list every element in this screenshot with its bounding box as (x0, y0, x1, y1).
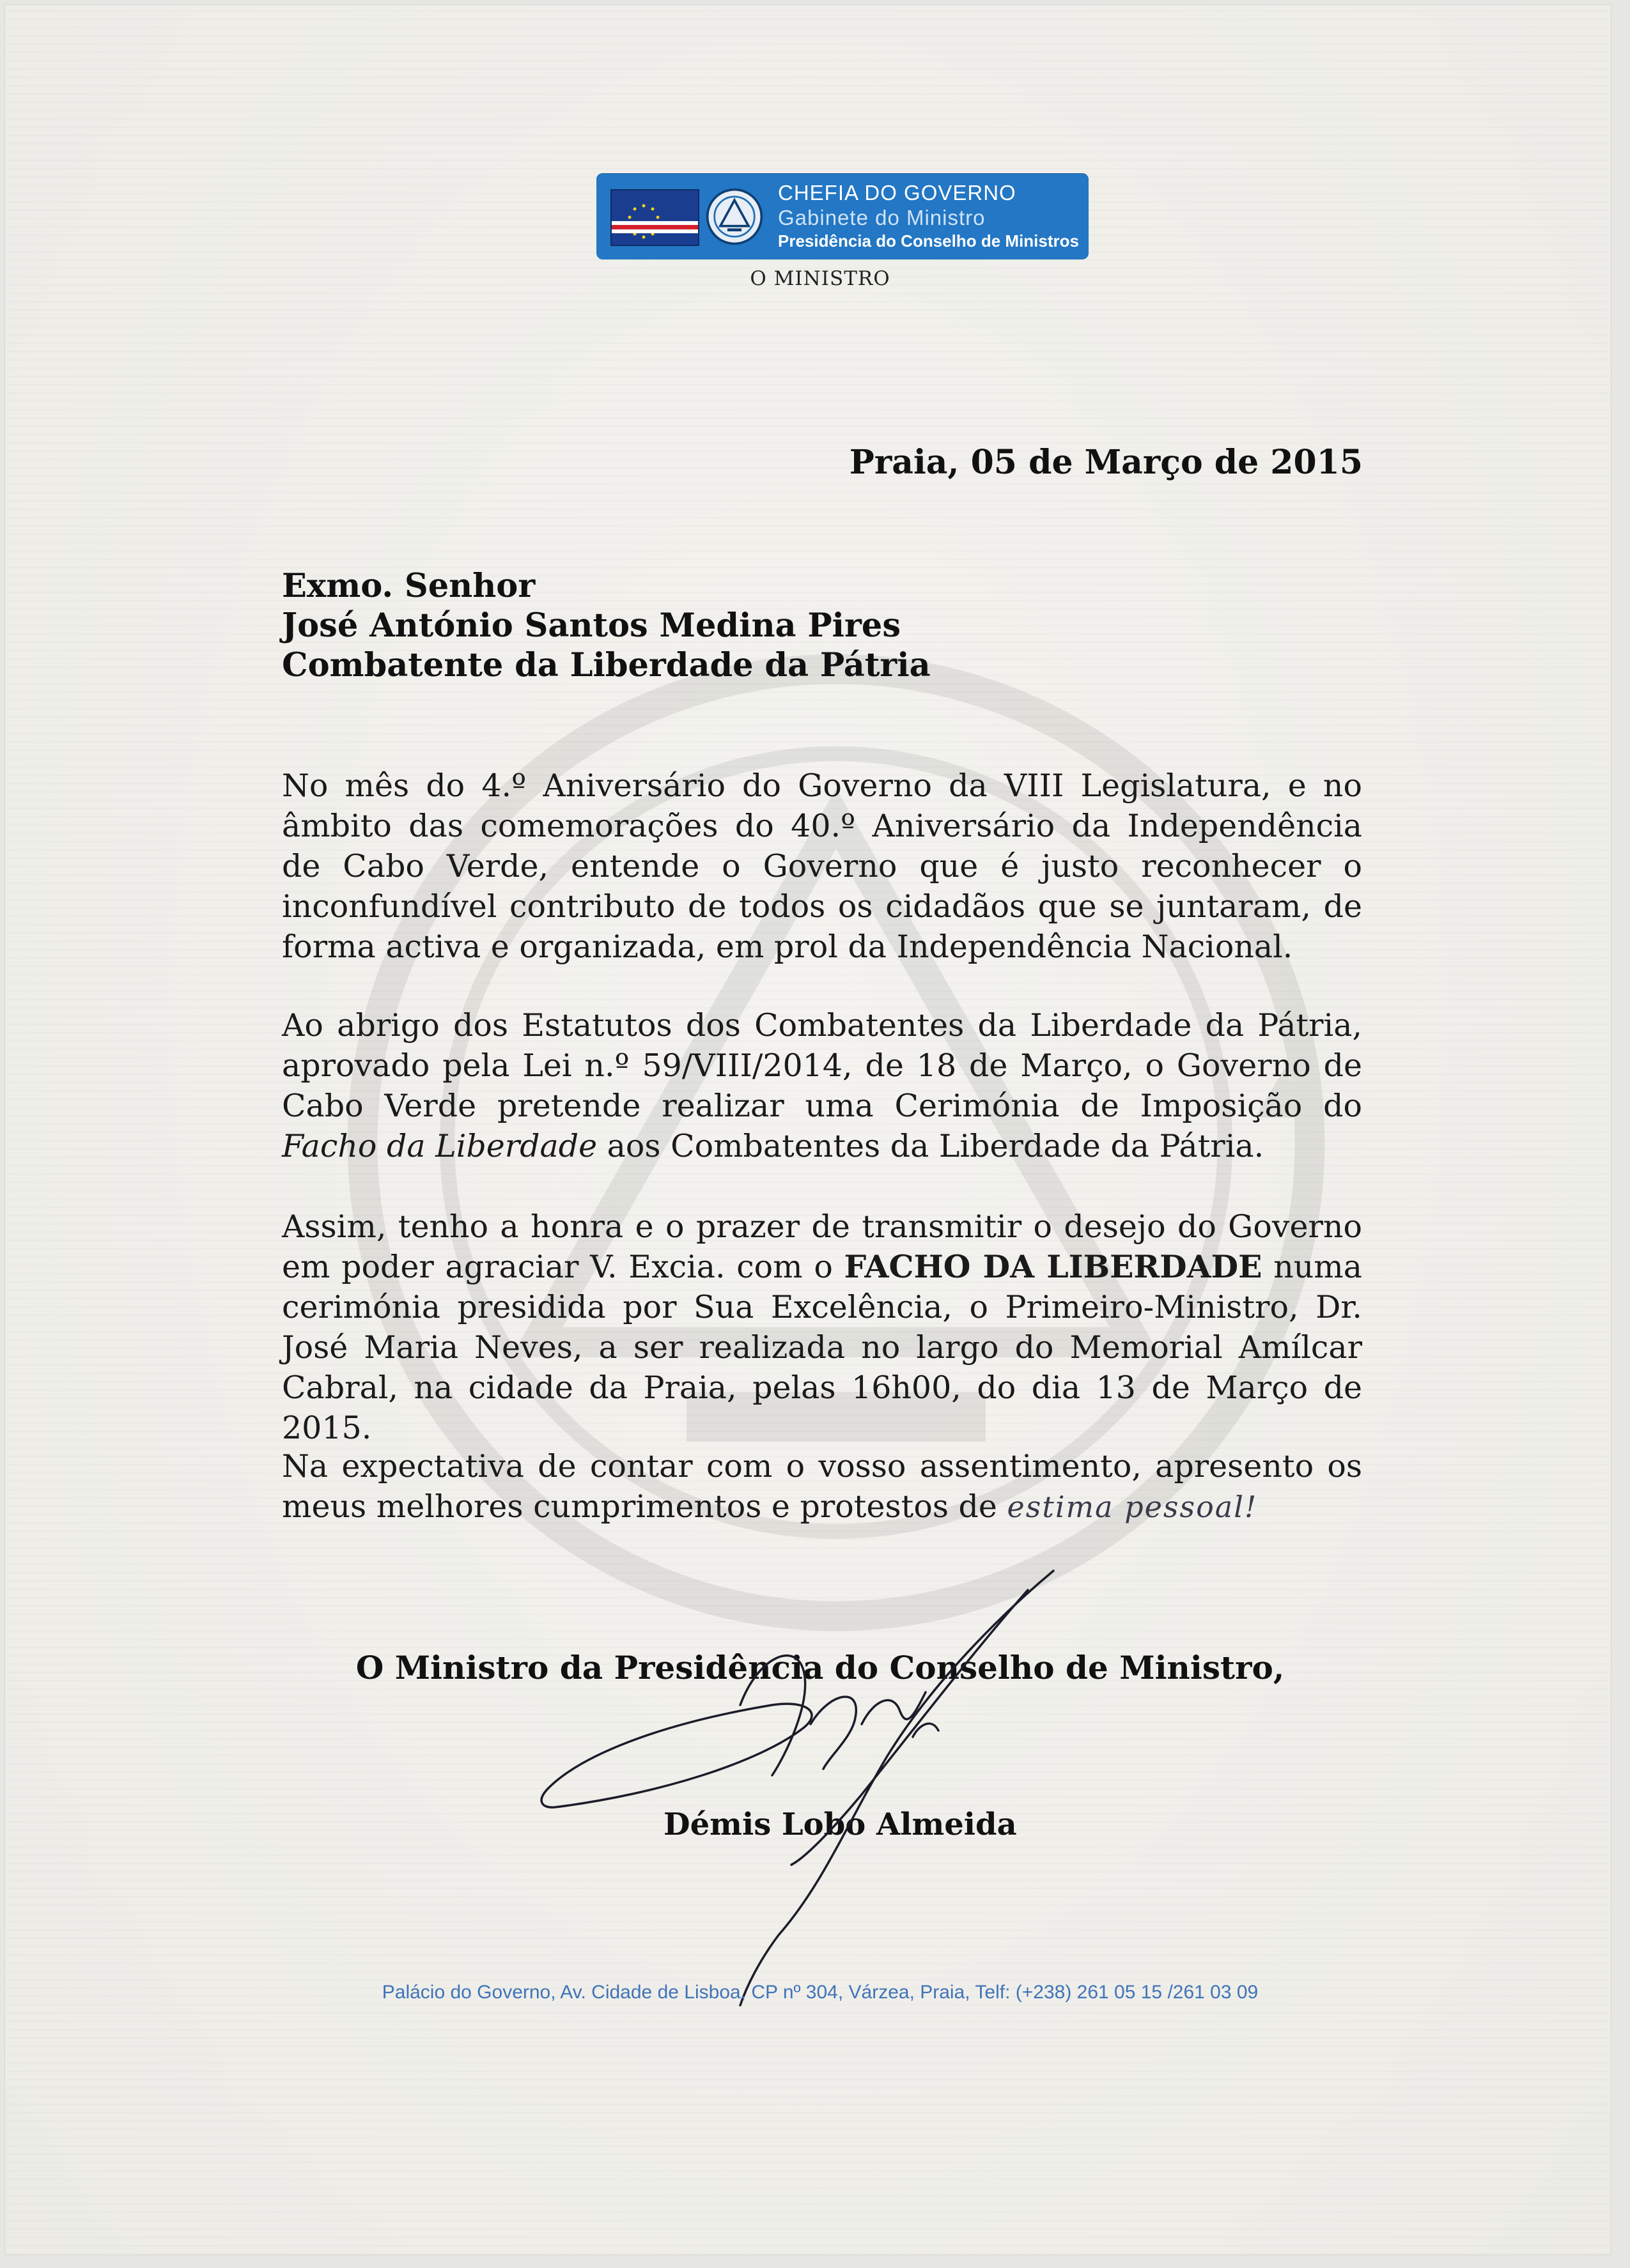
government-logo-banner (596, 173, 1089, 259)
paragraph-3-text: Assim, tenho a honra e o prazer de transmitir o desejo do Governo em poder agraciar V. Excia. com o (282, 1208, 1362, 1285)
paragraph-1: No mês do 4.º Aniversário do Governo da VIII Legislatura, e no âmbito das comemorações do 40.º Aniversário da Independência de Cabo Verde, entende o Governo que é justo reconhecer o inconfundível contributo de todos os cidadãos que se juntaram, de forma activa e organizada, em prol da Independência Nacional. (282, 768, 1362, 965)
paragraph-2 (282, 1005, 1362, 1166)
paragraph-4 (282, 1446, 1362, 1527)
signer-name: Démis Lobo Almeida (664, 1807, 1017, 1842)
addressee-name: José António Santos Medina Pires (282, 606, 901, 645)
footer-address: Palácio do Governo, Av. Cidade de Lisboa, CP nº 304, Várzea, Praia, Telf: (+238) 261 05 15 /261 03 09 (382, 1982, 1259, 2003)
handwritten-signature (529, 1564, 1105, 2012)
paragraph-2-text: Ao abrigo dos Estatutos dos Combatentes da Liberdade da Pátria, aprovado pela Lei n.º 59/VIII/2014, de 18 de Março, o Governo de Cabo Verde pretende realizar uma Cerimónia de Imposição do (282, 1007, 1362, 1124)
handwritten-note: estima pessoal! (1007, 1490, 1258, 1524)
letter-page (5, 5, 1611, 2255)
cape-verde-flag-icon (610, 189, 699, 246)
logo-subtitle: Gabinete do Ministro (778, 206, 986, 229)
logo-department: Presidência do Conselho de Ministros (778, 231, 1079, 251)
national-emblem-icon (705, 187, 764, 246)
office-label: O MINISTRO (750, 267, 890, 290)
addressee-title: Combatente da Liberdade da Pátria (282, 646, 931, 684)
salutation: Exmo. Senhor (282, 567, 536, 605)
paragraph-2-end: aos Combatentes da Liberdade da Pátria. (597, 1128, 1264, 1164)
facho-italic: Facho da Liberdade (282, 1128, 598, 1164)
logo-title: CHEFIA DO GOVERNO (778, 181, 1016, 204)
paragraph-4-text: Na expectativa de contar com o vosso assentimento, apresento os meus melhores cumprimentos e protestos de (282, 1448, 1362, 1525)
paragraph-3-end: numa cerimónia presidida por Sua Excelência, o Primeiro-Ministro, Dr. José Maria Neves, a ser realizada no largo do Memorial Amílcar Cabral, na cidade da Praia, pelas 16h00, do dia 13 de Março de 2015. (282, 1249, 1362, 1446)
facho-bold: FACHO DA LIBERDADE (844, 1248, 1262, 1285)
letter-date: Praia, 05 de Março de 2015 (849, 443, 1363, 482)
paragraph-3 (282, 1207, 1362, 1448)
closing-line: O Ministro da Presidência do Conselho de Ministro, (355, 1649, 1285, 1686)
addressee-block (282, 566, 931, 685)
